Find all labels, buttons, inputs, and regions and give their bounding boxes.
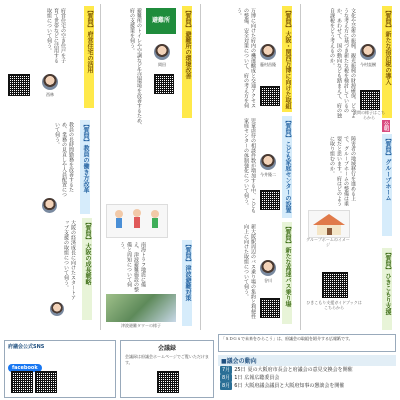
qr-caption: ひきこもり支援ガイドブックはこちらから bbox=[306, 300, 362, 310]
member-photo bbox=[42, 198, 57, 213]
trend-day: 25日 bbox=[234, 367, 246, 373]
sns-label: 府議会公式SNS bbox=[8, 344, 45, 350]
minutes-box bbox=[120, 336, 216, 400]
facebook-button[interactable]: facebook bbox=[8, 364, 42, 372]
trend-day: 1日 bbox=[234, 375, 243, 381]
question-body: 教員の長時間勤務を改善するため、業務の見直しや人員配置について伺う。 bbox=[54, 122, 74, 197]
qr-code[interactable] bbox=[260, 86, 280, 106]
member-photo bbox=[260, 260, 276, 276]
member-name: 今井隆二 bbox=[260, 172, 276, 177]
column-divider bbox=[200, 4, 201, 330]
question-body: 府営住宅の空き住戸を子育て世帯などに活用する取組について伺う。 bbox=[46, 8, 66, 63]
party-badge: 公明 bbox=[383, 121, 389, 131]
section-title: ■議会の動向 bbox=[218, 355, 396, 366]
trend-item bbox=[220, 366, 396, 374]
trend-month: 8月 bbox=[222, 383, 231, 389]
trend-text: 広報広聴委員会 bbox=[244, 375, 280, 381]
question-body: 万博に向けた府内の機運醸成と交通アクセスの整備、安全対策について、府の考え方を伺う。 bbox=[236, 8, 256, 108]
column-4 bbox=[2, 4, 98, 330]
qr-code[interactable] bbox=[157, 371, 179, 393]
notice-box: 「ＳＤＧｓで未来をひらこう」は、府議会の取組を紹介する広報紙です。 bbox=[218, 334, 396, 352]
question-heading: 【質問】避難所の環境改善 bbox=[182, 6, 192, 118]
qr-code[interactable] bbox=[35, 371, 57, 393]
column-divider bbox=[300, 4, 301, 330]
trend-text: 夏の大阪府市長会と府議会の意見交換会を開催 bbox=[247, 367, 353, 373]
member-photo bbox=[50, 302, 64, 316]
minutes-body: 会議録は府議会ホームページでご覧いただけます。 bbox=[125, 354, 209, 365]
column-divider bbox=[100, 4, 101, 330]
question-heading: 【質問】大阪・関西万博に向けた取組 bbox=[282, 6, 292, 112]
question-body: 南海トラフ地震に備え、津波避難施設の整備と周知について伺う。 bbox=[119, 242, 146, 292]
question-body: 文化や芸術の振興、観光振興の財源確保、どのような考え方に基づき新たな税を検討しているのか、あわせて、国の動向なども踏まえて、府の独自課税をどう考えるのか。 bbox=[329, 8, 356, 118]
qr-code[interactable] bbox=[11, 371, 33, 393]
trend-text: 大阪府議会議員と大阪府知事の懇談会を開催 bbox=[244, 383, 345, 389]
sns-box bbox=[0, 336, 118, 400]
minutes-label: 会議録 bbox=[157, 345, 176, 352]
column-1 bbox=[302, 4, 398, 330]
photo-caption: 津波避難タワーの様子 bbox=[121, 323, 161, 328]
member-name: 西林 bbox=[46, 92, 54, 97]
question-body: 障害者の地域移行を進める上で、グループホームの整備は重要だと思います。府はどのように取り組むのか。 bbox=[329, 136, 356, 206]
question-body: 新大阪駅周辺のバス乗り場の集約と利便性向上に向けた取組について伺う。 bbox=[243, 224, 256, 319]
question-heading: 【質問】教員の働き方改革 bbox=[80, 120, 90, 214]
question-heading: 【質問】津波避難対策 bbox=[182, 240, 192, 326]
qr-code[interactable] bbox=[260, 298, 280, 318]
group-home-illustration bbox=[308, 210, 350, 238]
trend-month: 7月 bbox=[222, 367, 231, 373]
trend-day: 6日 bbox=[234, 383, 243, 389]
question-heading: 【質問】ひきこもり支援 bbox=[382, 248, 392, 330]
member-name: 今村直樹 bbox=[360, 62, 376, 67]
qr-code[interactable] bbox=[8, 74, 30, 96]
member-photo bbox=[260, 154, 276, 170]
question-body: 大阪の経済成長に向けたスタートアップ支援の取組について伺う。 bbox=[63, 220, 76, 300]
member-name: 岡田 bbox=[158, 62, 166, 67]
question-body: 避難所のトイレや空調など生活環境を改善するため、府の支援策を伺う。 bbox=[129, 8, 142, 128]
house-icon bbox=[309, 211, 349, 237]
qr-caption: 質問の様子はこちらから bbox=[353, 110, 385, 120]
question-heading: 【質問】大阪の成長戦略 bbox=[82, 218, 92, 320]
question-heading: 【質問】こども家庭センターの設置 bbox=[282, 116, 292, 218]
member-photo bbox=[260, 44, 276, 60]
column-3 bbox=[102, 4, 198, 330]
member-photo bbox=[154, 44, 170, 60]
illustration-people bbox=[106, 204, 168, 238]
trend-item bbox=[220, 374, 396, 382]
question-heading: 【質問】新たな宿泊税の導入 bbox=[382, 6, 392, 118]
qr-code[interactable] bbox=[360, 90, 380, 110]
illustration-caption: グループホームのイメージ bbox=[306, 237, 350, 247]
qr-code[interactable] bbox=[322, 272, 348, 298]
trend-month: 8月 bbox=[222, 375, 231, 381]
trend-item bbox=[220, 382, 396, 390]
children-illustration-icon bbox=[107, 205, 167, 237]
member-name: 藤村昌隆 bbox=[260, 62, 276, 67]
evacuation-sign: 避難所 bbox=[146, 8, 176, 34]
question-heading: 【質問】府営住宅の活用 bbox=[84, 6, 94, 108]
member-name: 谷川 bbox=[264, 278, 272, 283]
member-photo bbox=[42, 74, 58, 90]
council-trends bbox=[218, 334, 400, 400]
member-photo bbox=[360, 44, 376, 60]
question-heading: 【質問】新たな高速バス乗り場 bbox=[282, 222, 292, 324]
qr-code[interactable] bbox=[260, 190, 280, 210]
question-heading: 【質問】グループホーム bbox=[382, 134, 392, 236]
trend-list bbox=[220, 366, 396, 390]
qr-code[interactable] bbox=[154, 74, 174, 94]
column-2 bbox=[202, 4, 298, 330]
question-body: 児童虐待の相談件数が増加する中、こども家庭センターの体制強化について伺う。 bbox=[243, 118, 256, 213]
tsunami-photo bbox=[106, 294, 176, 322]
